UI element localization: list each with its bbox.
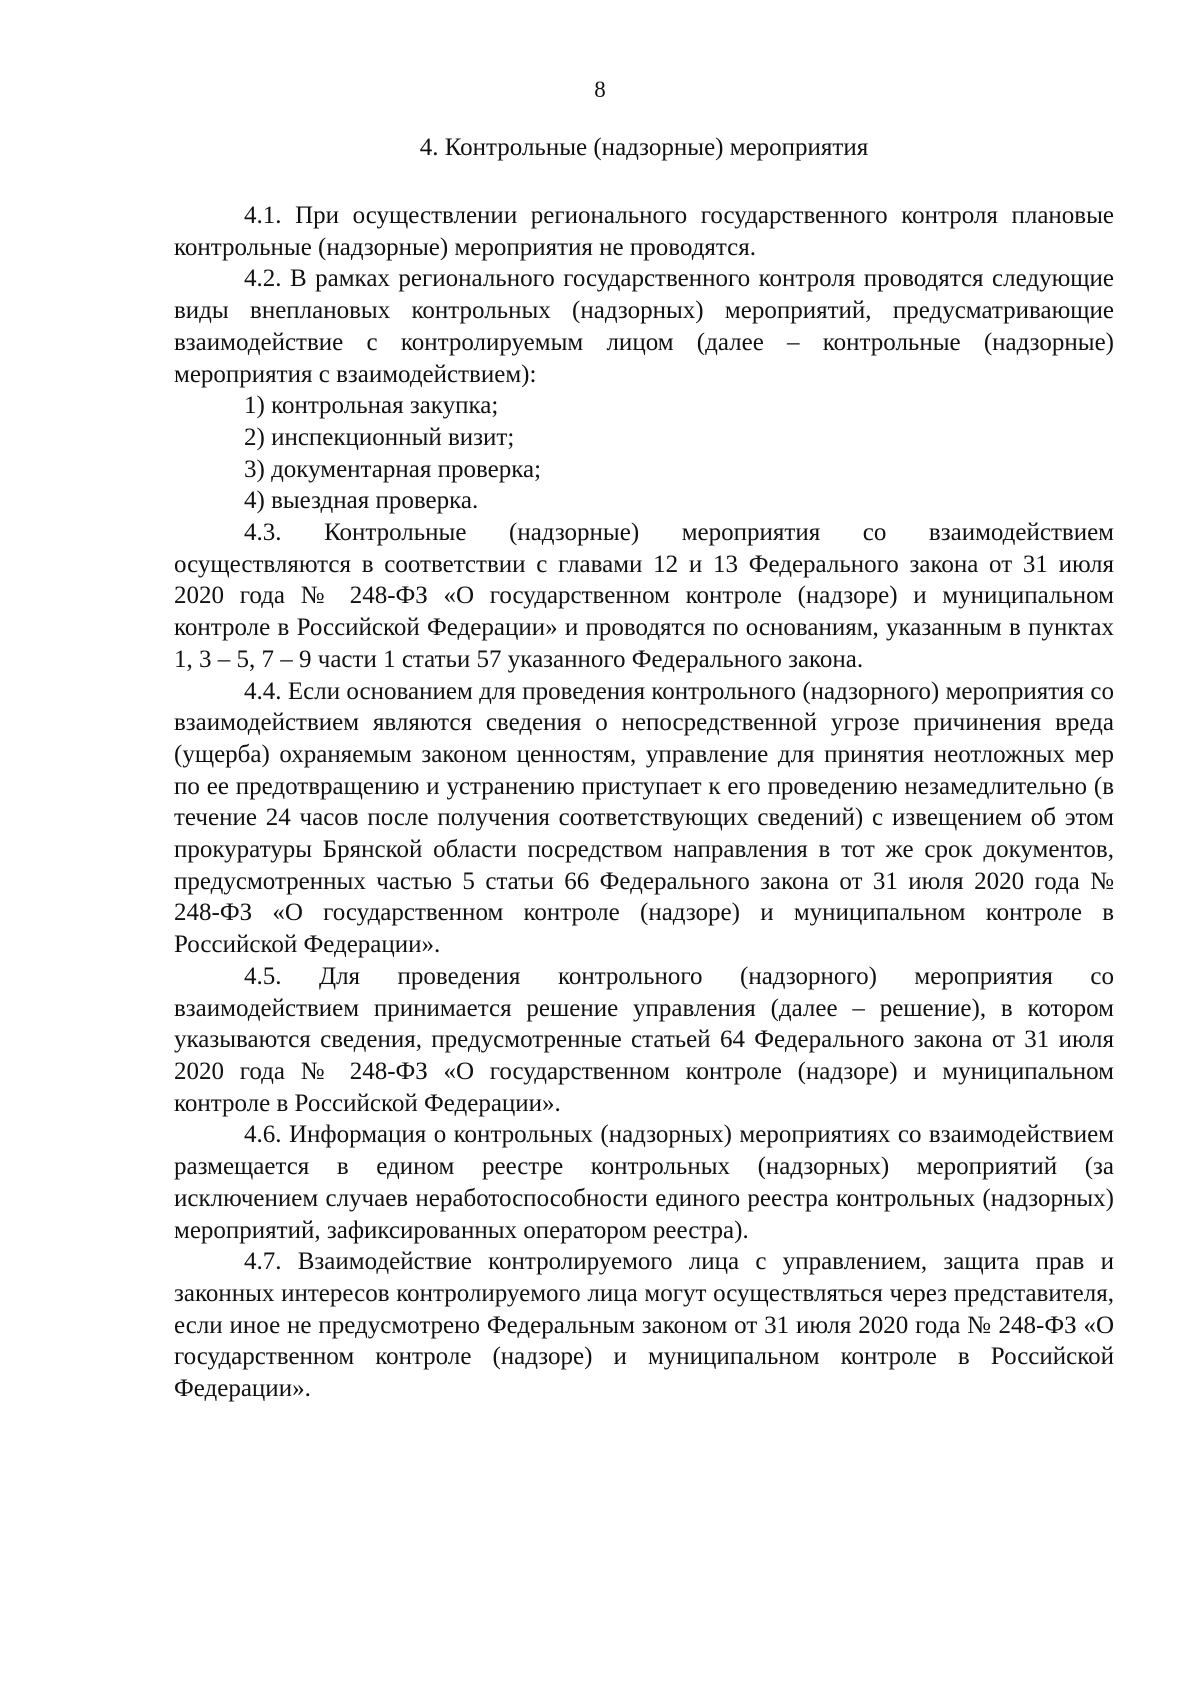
list-item-4: 4) выездная проверка.	[244, 487, 479, 515]
paragraph-4-5: 4.5. Для проведения контрольного (надзорного) мероприятия со взаимодействием принимается решение управления (далее – решение), в котором указываются сведения, предусмотренные статьей 64 Федерального закона от 31 июля 2020 года № 248-ФЗ «О государственном контроле (надзоре) и муниципальном контроле в Российской Федерации».	[174, 962, 1114, 1117]
paragraph-4-7: 4.7. Взаимодействие контролируемого лица с управлением, защита прав и законных интересов контролируемого лица могут осуществляться через представителя, если иное не предусмотрено Федеральным законом от 31 июля 2020 года № 248-ФЗ «О государственном контроле (надзоре) и муниципальном контроле в Российской Федерации».	[174, 1248, 1114, 1403]
paragraph-4-2: 4.2. В рамках регионального государственного контроля проводятся следующие виды внеплановых контрольных (надзорных) мероприятий, предусматривающие взаимодействие с контролируемым лицом (далее – контрольные (надзорные) мероприятия с взаимодействием):	[174, 265, 1114, 388]
list-item-2: 2) инспекционный визит;	[244, 423, 515, 451]
paragraph-4-6: 4.6. Информация о контрольных (надзорных) мероприятиях со взаимодействием размещается в едином реестре контрольных (надзорных) мероприятий (за исключением случаев неработоспособности единого реестра контрольных (надзорных) мероприятий, зафиксированных оператором реестра).	[174, 1121, 1114, 1244]
list-item-3: 3) документарная проверка;	[244, 455, 542, 483]
page-number: 8	[594, 77, 606, 102]
paragraph-4-3: 4.3. Контрольные (надзорные) мероприятия со взаимодействием осуществляются в соответствии с главами 12 и 13 Федерального закона от 31 июля 2020 года № 248-ФЗ «О государственном контроле (надзоре) и муниципальном контроле в Российской Федерации» и проводятся по основаниям, указанным в пунктах 1, 3 – 5, 7 – 9 части 1 статьи 57 указанного Федерального закона.	[174, 519, 1114, 673]
paragraph-4-1: 4.1. При осуществлении регионального государственного контроля плановые контрольные (надзорные) мероприятия не проводятся.	[174, 202, 1114, 261]
paragraph-4-4: 4.4. Если основанием для проведения контрольного (надзорного) мероприятия со взаимодействием являются сведения о непосредственной угрозе причинения вреда (ущерба) охраняемым законом ценностям, управление для принятия неотложных мер по ее предотвращению и устранению приступает к его проведению незамедлительно (в течение 24 часов после получения соответствующих сведений) с извещением об этом прокуратуры Брянской области посредством направления в тот же срок документов, предусмотренных частью 5 статьи 66 Федерального закона от 31 июля 2020 года № 248-ФЗ «О государственном контроле (надзоре) и муниципальном контроле в Российской Федерации».	[174, 677, 1114, 959]
document-body	[174, 200, 1114, 1405]
list-item-1: 1) контрольная закупка;	[244, 392, 499, 420]
section-title: 4. Контрольные (надзорные) мероприятия	[419, 134, 869, 161]
